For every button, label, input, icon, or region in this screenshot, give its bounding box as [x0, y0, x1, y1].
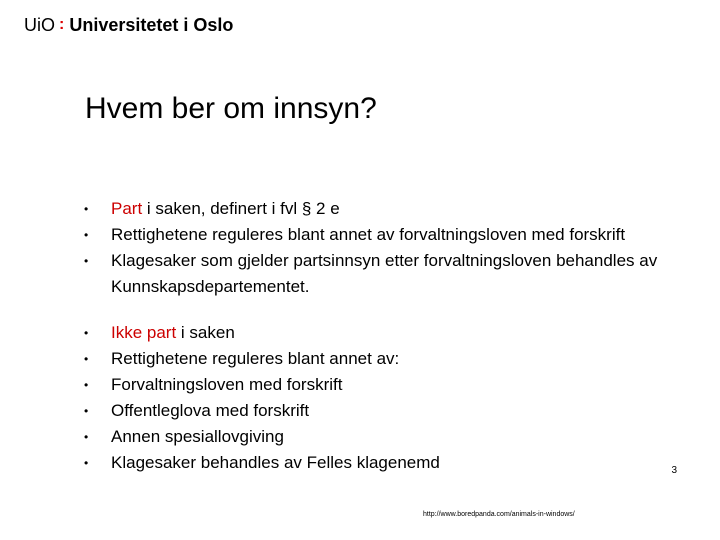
bullet-list-ikke-part	[84, 320, 684, 476]
bullet-icon: •	[84, 202, 89, 216]
list-item-text: Rettighetene reguleres blant annet av:	[111, 349, 400, 368]
list-item-text: Annen spesiallovgiving	[111, 427, 284, 446]
list-item-text: Rettighetene reguleres blant annet av forvaltningsloven med forskrift	[111, 225, 626, 244]
list-item	[84, 248, 684, 300]
list-item	[84, 196, 684, 222]
list-item	[84, 398, 684, 424]
list-item-text: Klagesaker behandles av Felles klagenemd	[111, 453, 440, 472]
list-item-text: Forvaltningsloven med forskrift	[111, 375, 343, 394]
bullet-icon: •	[84, 378, 89, 392]
list-item-text: Klagesaker som gjelder partsinnsyn etter forvaltningsloven behandles av Kunnskapsdepartementet.	[111, 251, 658, 296]
bullet-icon: •	[84, 456, 89, 470]
logo-university-name: Universitetet i Oslo	[69, 14, 234, 35]
page-number: 3	[671, 465, 677, 476]
slide-title: Hvem ber om innsyn?	[85, 92, 377, 125]
list-item	[84, 222, 684, 248]
list-item	[84, 424, 684, 450]
list-item	[84, 372, 684, 398]
bullet-icon: •	[84, 430, 89, 444]
list-item	[84, 320, 684, 346]
list-item-highlight: Ikke part	[111, 323, 177, 342]
uio-logo	[24, 12, 233, 38]
list-item-text: i saken	[176, 323, 235, 342]
list-item	[84, 346, 684, 372]
bullet-icon: •	[84, 352, 89, 366]
list-item-text: Offentleglova med forskrift	[111, 401, 310, 420]
list-item-text: i saken, definert i fvl § 2 e	[142, 199, 340, 218]
bullet-list-part	[84, 196, 684, 300]
image-credit-link[interactable]: http://www.boredpanda.com/animals-in-windows/	[423, 511, 575, 518]
bullet-icon: •	[84, 228, 89, 242]
bullet-icon: •	[84, 326, 89, 340]
logo-uio-text: UiO	[24, 14, 55, 35]
bullet-icon: •	[84, 254, 89, 268]
bullet-icon: •	[84, 404, 89, 418]
logo-separator: :	[59, 16, 65, 33]
list-item-highlight: Part	[111, 199, 143, 218]
list-item	[84, 450, 684, 476]
